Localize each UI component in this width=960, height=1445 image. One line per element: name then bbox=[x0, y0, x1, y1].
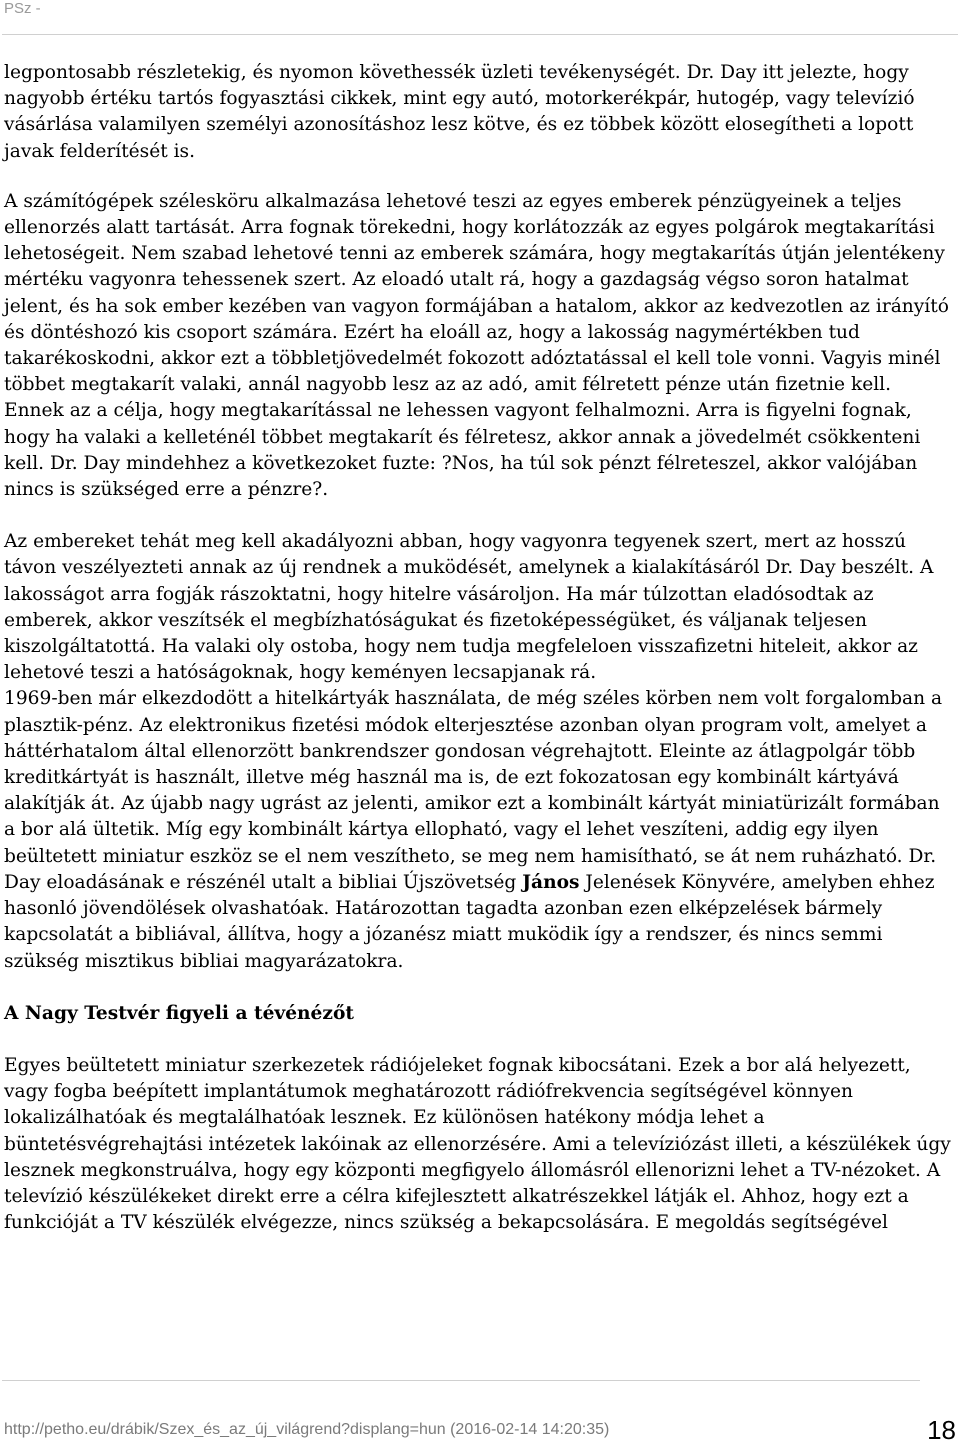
paragraph-spacer bbox=[4, 165, 956, 189]
paragraph-3: Az embereket tehát meg kell akadályozni abban, hogy vagyonra tegyenek szert, mert az hosszú távon veszélyezteti annak az új rendnek a muködését, amelynek a kialakításáról Dr. Day beszélt. A lakosságot arra fogják rászoktatni, hogy hitelre vásároljon. Ha már túlzottan eladósodtak az emberek, akkor veszítsék el megbízhatóságukat és fizetoképességüket, és váljanak teljesen kiszolgáltatottá. Ha valaki oly ostoba, hogy nem tudja megfeleloen visszafizetni hiteleit, akkor az lehetové teszi a hatóságoknak, hogy keményen lecsapjanak rá. bbox=[4, 531, 934, 684]
page-number: 18 bbox=[927, 1415, 956, 1445]
paragraph-1: legpontosabb részletekig, és nyomon követhessék üzleti tevékenységét. Dr. Day itt jelezte, hogy nagyobb értéku tartós fogyasztási cikkek, mint egy autó, motorkerékpár, hutogép, vagy televízió vásárlása valamilyen személyi azonosításhoz lesz kötve, és ez többek között elosegítheti a lopott javak felderítését is. bbox=[4, 62, 915, 162]
document-body bbox=[4, 60, 956, 1236]
paragraph-spacer bbox=[4, 503, 956, 529]
footer-url: http://petho.eu/drábik/Szex_és_az_új_világrend?displang=hun (2016-02-14 14:20:35) bbox=[4, 1421, 610, 1438]
header-divider bbox=[2, 34, 958, 35]
paragraph-5: Egyes beültetett miniatur szerkezetek rádiójeleket fognak kibocsátani. Ezek a bor alá helyezett, vagy fogba beépített implantátumok meghatározott rádiófrekvencia segítségével könnyen lokalizálhatóak és megtalálhatóak lesznek. Ez különösen hatékony módja lehet a büntetésvégrehajtási intézetek lakóinak az ellenorzésére. Ami a televíziózást illeti, a készülékek úgy lesznek megkonstruálva, hogy egy központi megfigyelo állomásról ellenorizni lehet a TV-nézoket. A televízió készülékeket direkt erre a célra kifejlesztett alkatrészekkel látják el. Ahhoz, hogy ezt a funkcióját a TV készülék elvégezze, nincs szükség a bekapcsolására. E megoldás segítségével bbox=[4, 1054, 951, 1234]
paragraph-4 bbox=[4, 686, 956, 974]
section-heading: A Nagy Testvér figyeli a tévénézőt bbox=[4, 1002, 354, 1024]
footer-divider bbox=[2, 1380, 920, 1381]
paragraph-spacer bbox=[4, 975, 956, 1001]
running-header: PSz - bbox=[4, 0, 41, 17]
paragraph-2: A számítógépek szélesköru alkalmazása lehetové teszi az egyes emberek pénzügyeinek a teljes ellenorzés alatt tartását. Arra fognak törekedni, hogy korlátozzák az egyes polgárok megtakarítási lehetoségeit. Nem szabad lehetové tenni az emberek számára, hogy megtakarítás útján jelentékeny mértéku vagyonra tehessenek szert. Az eloadó utalt rá, hogy a gazdagság végso soron hatalmat jelent, és ha sok ember kezében van vagyon formájában a hatalom, akkor az kedvezotlen az irányító és döntéshozó kis csoport számára. Ezért ha eloáll az, hogy a lakosság nagymértékben tud takarékoskodni, akkor ezt a többletjövedelmét fokozott adóztatással el kell tole vonni. Vagyis minél többet megtakarít valaki, annál nagyobb lesz az az adó, amit félretett pénze után fizetnie kell. Ennek az a célja, hogy megtakarítással ne lehessen vagyont felhalmozni. Arra is figyelni fognak, hogy ha valaki a kelleténél többet megtakarít és félretesz, akkor annak a jövedelmét csökkenteni kell. Dr. Day mindehhez a következoket fuzte: ?Nos, ha túl sok pénzt félreteszel, akkor valójában nincs is szükséged erre a pénzre?. bbox=[4, 190, 949, 501]
paragraph-4-text-a: 1969-ben már elkezdodött a hitelkártyák használata, de még széles körben nem volt forgalomban a plasztik-pénz. Az elektronikus fizetési módok elterjesztése azonban olyan program volt, amelyet a háttérhatalom által ellenorzött bankrendszer gondosan végrehajtott. Eleinte az átlagpolgár több kreditkártyát is használt, illetve még használ ma is, de ezt fokozatosan egy kombinált kártyává alakítják át. Az újabb nagy ugrást az jelenti, amikor ezt a kombinált kártyát miniatürizált formában a bor alá ültetik. Míg egy kombinált kártya ellopható, vagy el lehet veszíteni, addig egy ilyen beültetett miniatur eszköz se el nem veszítheto, se meg nem hamisítható, se át nem ruházható. Dr. Day eloadásának e részénél utalt a bibliai Újszövetség bbox=[4, 688, 943, 893]
paragraph-4-text-b: Jelenések Könyvére, amelyben ehhez hasonló jövendölések olvashatóak. Határozottan tagadta azonban ezen elképzelések bármely kapcsolatát a bibliával, állítva, hogy a józanész miatt muködik így a rendszer, és nincs semmi szükség misztikus bibliai magyarázatokra. bbox=[4, 871, 935, 972]
paragraph-spacer bbox=[4, 1027, 956, 1053]
bold-name: János bbox=[522, 871, 580, 893]
